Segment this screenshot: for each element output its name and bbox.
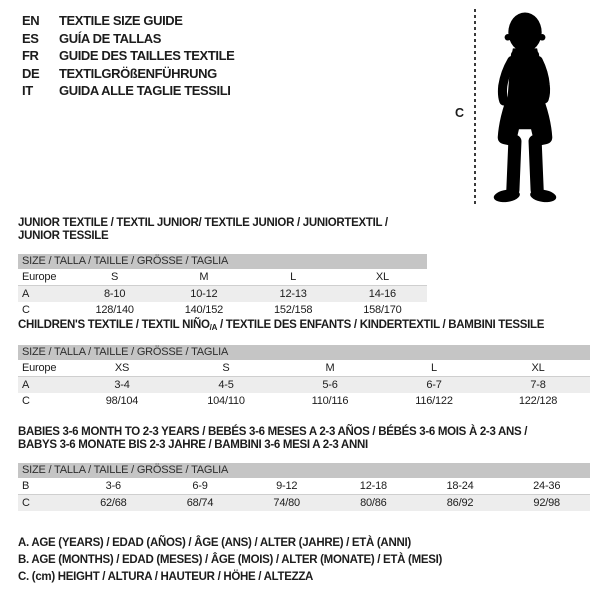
- language-title: GUIDE DES TAILLES TEXTILE: [59, 48, 235, 63]
- childrens-textile-table: [18, 319, 590, 409]
- language-code: FR: [22, 48, 39, 63]
- table-title: [18, 217, 427, 243]
- table-title-text: BABIES 3-6 MONTH TO 2-3 YEARS / BEBÉS 3-6 MESES A 2-3 AÑOS / BÉBÉS 3-6 MOIS À 2-3 ANS /: [18, 426, 528, 438]
- table-cell: 74/80: [273, 497, 300, 509]
- language-title: TEXTILGRÖßENFÜHRUNG: [59, 65, 217, 81]
- row-label: B: [22, 480, 30, 492]
- table-row: [18, 495, 590, 511]
- table-cell: 8-10: [104, 288, 126, 300]
- table-cell: 158/170: [363, 304, 402, 316]
- row-label: A: [22, 288, 30, 300]
- table-cell: 116/122: [415, 395, 453, 407]
- row-label: C: [22, 395, 30, 407]
- table-cell: 140/152: [184, 304, 224, 316]
- language-code: IT: [22, 83, 33, 98]
- table-row: [18, 286, 427, 302]
- table-cell: L: [431, 362, 437, 374]
- language-code: ES: [22, 30, 39, 46]
- table-title-line: [18, 217, 427, 243]
- table-row: [18, 360, 590, 377]
- row-label: Europe: [22, 271, 57, 283]
- table-cell: M: [325, 362, 335, 374]
- language-row: [22, 47, 234, 65]
- size-header-bar: SIZE / TALLA / TAILLE / GRÖSSE / TAGLIA: [18, 345, 590, 360]
- table-title-text: JUNIOR TEXTILE / TEXTIL JUNIOR/ TEXTILE JUNIOR / JUNIORTEXTIL / JUNIOR TESSILE: [18, 217, 388, 242]
- legend-note-line: C. (cm) HEIGHT / ALTURA / HAUTEUR / HÖHE / ALTEZZA: [18, 571, 314, 583]
- table-cell: 3-4: [114, 379, 130, 391]
- table-cell: 80/86: [360, 497, 387, 509]
- language-title: TEXTILE SIZE GUIDE: [59, 13, 183, 28]
- table-cell: 3-6: [105, 480, 121, 492]
- table-row: [18, 302, 427, 318]
- language-title: GUIDA ALLE TAGLIE TESSILI: [59, 83, 231, 98]
- table-title-text: / TEXTILE DES ENFANTS / KINDERTEXTIL / BAMBINI TESSILE: [217, 319, 545, 331]
- table-cell: L: [290, 271, 297, 283]
- language-row: [22, 65, 234, 83]
- table-cell: 24-36: [533, 480, 561, 492]
- table-cell: XS: [114, 362, 130, 374]
- table-row: [18, 393, 590, 409]
- legend-note-line: A. AGE (YEARS) / EDAD (AÑOS) / ÂGE (ANS) / ALTER (JAHRE) / ETÀ (ANNI): [18, 537, 411, 549]
- table-cell: S: [222, 362, 230, 374]
- language-row: [22, 82, 234, 100]
- table-cell: 152/158: [273, 304, 313, 316]
- table-cell: 18-24: [446, 480, 474, 492]
- table-cell: 9-12: [276, 480, 298, 492]
- table-cell: 62/68: [100, 497, 127, 509]
- table-cell: 12-18: [359, 480, 387, 492]
- table-cell: 4-5: [218, 379, 234, 391]
- table-cell: 10-12: [190, 288, 218, 300]
- table-cell: 68/74: [186, 497, 214, 509]
- table-title-line: [18, 426, 590, 439]
- language-code: DE: [22, 65, 40, 81]
- table-row: [18, 377, 590, 393]
- height-dashed-line: [474, 9, 476, 207]
- legend-note-line: B. AGE (MONTHS) / EDAD (MESES) / ÂGE (MOIS) / ALTER (MONATE) / ETÀ (MESI): [18, 554, 443, 566]
- language-title: GUÍA DE TALLAS: [59, 30, 162, 46]
- table-title: [18, 426, 590, 452]
- table-title-line: [18, 439, 590, 452]
- row-label: C: [22, 304, 30, 316]
- table-cell: 104/110: [207, 395, 245, 407]
- table-cell: 98/104: [105, 395, 139, 407]
- table-row: [18, 478, 590, 495]
- table-cell: 12-13: [279, 288, 307, 300]
- babies-textile-table: [18, 426, 590, 511]
- table-cell: 110/116: [311, 395, 349, 407]
- table-cell: XL: [531, 362, 545, 374]
- table-cell: 6-7: [426, 379, 442, 391]
- row-label: Europe: [22, 362, 57, 374]
- table-cell: 128/140: [95, 304, 134, 316]
- row-label: A: [22, 379, 30, 391]
- table-cell: XL: [375, 271, 389, 283]
- table-cell: 122/128: [518, 395, 558, 407]
- table-cell: 6-9: [192, 480, 208, 492]
- language-row: [22, 12, 234, 30]
- junior-textile-table: [18, 217, 427, 318]
- language-row: [22, 30, 234, 48]
- size-header-bar: SIZE / TALLA / TAILLE / GRÖSSE / TAGLIA: [18, 463, 590, 478]
- table-cell: M: [199, 271, 209, 283]
- table-cell: 14-16: [368, 288, 396, 300]
- language-header: [22, 12, 234, 100]
- size-header-bar: SIZE / TALLA / TAILLE / GRÖSSE / TAGLIA: [18, 254, 427, 269]
- table-cell: 86/92: [446, 497, 474, 509]
- table-row: [18, 269, 427, 286]
- height-measure-label: C: [455, 106, 465, 120]
- baby-silhouette-icon: [482, 10, 566, 206]
- table-cell: 7-8: [530, 379, 546, 391]
- table-title: [18, 319, 590, 334]
- height-measure-figure: [440, 0, 600, 215]
- table-cell: 5-6: [322, 379, 338, 391]
- table-title-text: /A: [209, 323, 218, 332]
- legend-notes: [18, 535, 442, 586]
- table-cell: 92/98: [533, 497, 560, 509]
- table-title-line: [18, 319, 590, 334]
- table-title-text: BABYS 3-6 MONATE BIS 2-3 JAHRE / BAMBINI 3-6 MESI A 2-3 ANNI: [18, 439, 368, 451]
- table-cell: S: [111, 271, 119, 283]
- language-code: EN: [22, 13, 40, 28]
- row-label: C: [22, 497, 30, 509]
- table-title-text: CHILDREN'S TEXTILE / TEXTIL NIÑO: [18, 319, 210, 331]
